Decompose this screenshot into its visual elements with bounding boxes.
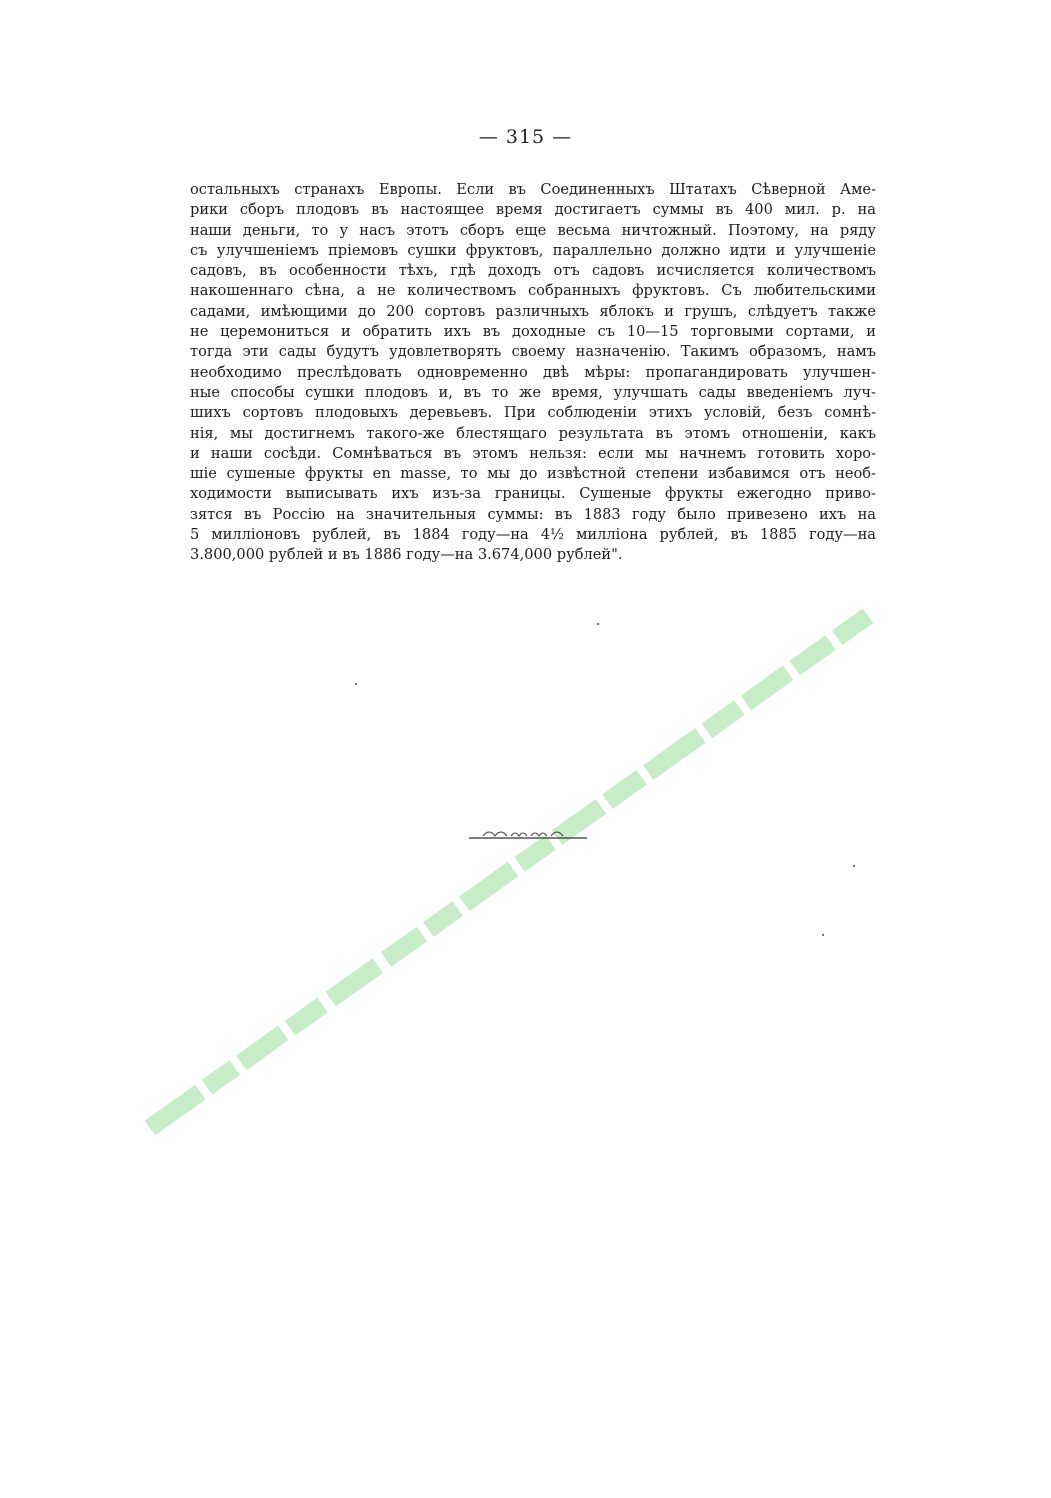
watermark-segment [423, 901, 463, 937]
body-text [190, 180, 876, 566]
watermark-segment [326, 958, 384, 1006]
watermark-segment [459, 862, 518, 911]
text-line: и наши сосѣди. Сомнѣваться въ этомъ нельзя: если мы начнемъ готовить хоро- [190, 444, 876, 462]
text-line: наши деньги, то у насъ этотъ сборъ еще весьма ничтожный. Поэтому, на ряду [190, 221, 876, 239]
text-line: 3.800,000 рублей и въ 1886 году—на 3.674,000 рублей". [190, 546, 623, 564]
text-line: зятся въ Россію на значительныя суммы: въ 1883 году было привезено ихъ на [190, 505, 876, 523]
text-line: садами, имѣющими до 200 сортовъ различныхъ яблокъ и грушъ, слѣдуетъ также [190, 302, 876, 320]
page-number: — 315 — [478, 126, 573, 148]
text-line: необходимо преслѣдовать одновременно двѣ мѣры: пропагандировать улучшен- [190, 363, 876, 381]
text-line: нія, мы достигнемъ такого-же блестящаго результата въ этомъ отношеніи, какъ [190, 424, 876, 442]
watermark-segment [602, 770, 647, 809]
text-line: не церемониться и обратить ихъ въ доходные съ 10—15 торговыми сортами, и [190, 323, 876, 341]
scan-speck [597, 623, 599, 625]
watermark-segment [790, 635, 836, 675]
watermark-segment [236, 1025, 289, 1070]
watermark-segment [702, 700, 745, 738]
watermark-segment [643, 728, 706, 780]
watermark-segment [832, 608, 873, 645]
watermark-segment [741, 665, 794, 710]
ornamental-divider-icon [469, 826, 587, 840]
text-line: тогда эти сады будутъ удовлетворять своему назначенію. Такимъ образомъ, намъ [190, 343, 876, 361]
scan-speck [355, 683, 357, 685]
text-line: накошеннаго сѣна, а не количествомъ собранныхъ фруктовъ. Съ любительскими [190, 282, 876, 300]
text-line: шіе сушеные фрукты en masse, то мы до извѣстной степени избавимся отъ необ- [190, 465, 876, 483]
text-line: шихъ сортовъ плодовыхъ деревьевъ. При соблюденіи этихъ условій, безъ сомнѣ- [190, 404, 876, 422]
text-line: ные способы сушки плодовъ и, въ то же время, улучшать сады введеніемъ луч- [190, 383, 876, 401]
text-line: остальныхъ странахъ Европы. Если въ Соединенныхъ Штатахъ Сѣверной Аме- [190, 181, 876, 198]
text-line: съ улучшеніемъ пріемовъ сушки фруктовъ, параллельно должно идти и улучшеніе [190, 241, 876, 259]
text-line: садовъ, въ особенности тѣхъ, гдѣ доходъ отъ садовъ исчисляется количествомъ [190, 262, 876, 280]
scan-speck [853, 865, 855, 867]
text-line: ходимости выписывать ихъ изъ-за границы. Сушеные фрукты ежегодно приво- [190, 485, 876, 503]
watermark-segment [145, 1085, 206, 1136]
text-line: 5 милліоновъ рублей, въ 1884 году—на 4½ милліона рублей, въ 1885 году—на [190, 526, 876, 544]
scan-speck [822, 934, 824, 936]
text-line: рики сборъ плодовъ въ настоящее время достигаетъ суммы въ 400 мил. р. на [190, 201, 876, 219]
watermark-segment [381, 927, 427, 967]
watermark-segment [202, 1060, 240, 1094]
watermark-segment [514, 835, 555, 872]
watermark-segment [285, 998, 328, 1036]
